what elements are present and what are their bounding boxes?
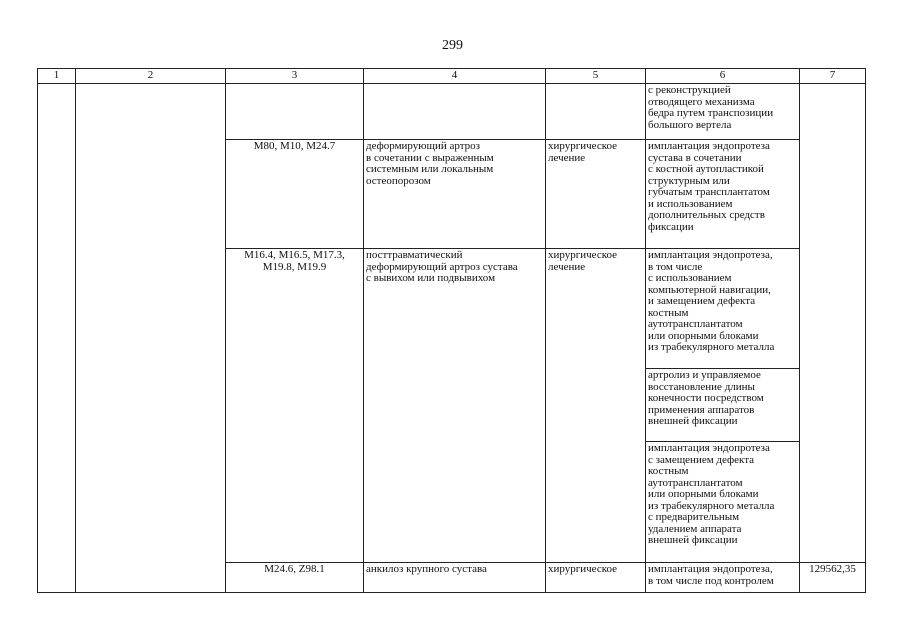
method-cell: с реконструкцией отводящего механизма бедра путем транспозиции большого вертела [646,84,800,140]
column-number: 4 [364,69,546,84]
codes-cell: M16.4, M16.5, M17.3, M19.8, M19.9 [226,249,364,563]
codes-cell: M24.6, Z98.1 [226,563,364,593]
column-number: 2 [76,69,226,84]
column-number: 1 [38,69,76,84]
table-row [38,84,866,140]
medical-care-table [37,68,866,593]
column-number: 6 [646,69,800,84]
method-cell: артролиз и управляемое восстановление длины конечности посредством применения аппаратов внешней фиксации [646,369,800,442]
cost-cell: 129562,35 [800,563,866,593]
method-cell: имплантация эндопротеза, в том числе под контролем [646,563,800,593]
number-cell [38,84,76,593]
column-number-row [38,69,866,84]
diagnosis-cell [364,84,546,140]
cost-cell [800,84,866,563]
treatment-type-cell: хирургическое лечение [546,249,646,563]
codes-cell: M80, M10, M24.7 [226,140,364,249]
codes-cell [226,84,364,140]
profile-cell [76,84,226,593]
column-number: 7 [800,69,866,84]
page-number: 299 [442,38,463,53]
method-cell: имплантация эндопротеза сустава в сочетании с костной аутопластикой структурным или губчатым трансплантатом и использованием дополнительных средств фиксации [646,140,800,249]
method-cell: имплантация эндопротеза, в том числе с использованием компьютерной навигации, и замещением дефекта костным аутотрансплантатом или опорными блоками из трабекулярного металла [646,249,800,369]
treatment-type-cell [546,84,646,140]
column-number: 3 [226,69,364,84]
diagnosis-cell: посттравматический деформирующий артроз сустава с вывихом или подвывихом [364,249,546,563]
method-cell: имплантация эндопротеза с замещением дефекта костным аутотрансплантатом или опорными блоками из трабекулярного металла с предварительным удалением аппарата внешней фиксации [646,442,800,563]
treatment-type-cell: хирургическое лечение [546,140,646,249]
diagnosis-cell: деформирующий артроз в сочетании с выраженным системным или локальным остеопорозом [364,140,546,249]
diagnosis-cell: анкилоз крупного сустава [364,563,546,593]
treatment-type-cell: хирургическое [546,563,646,593]
column-number: 5 [546,69,646,84]
